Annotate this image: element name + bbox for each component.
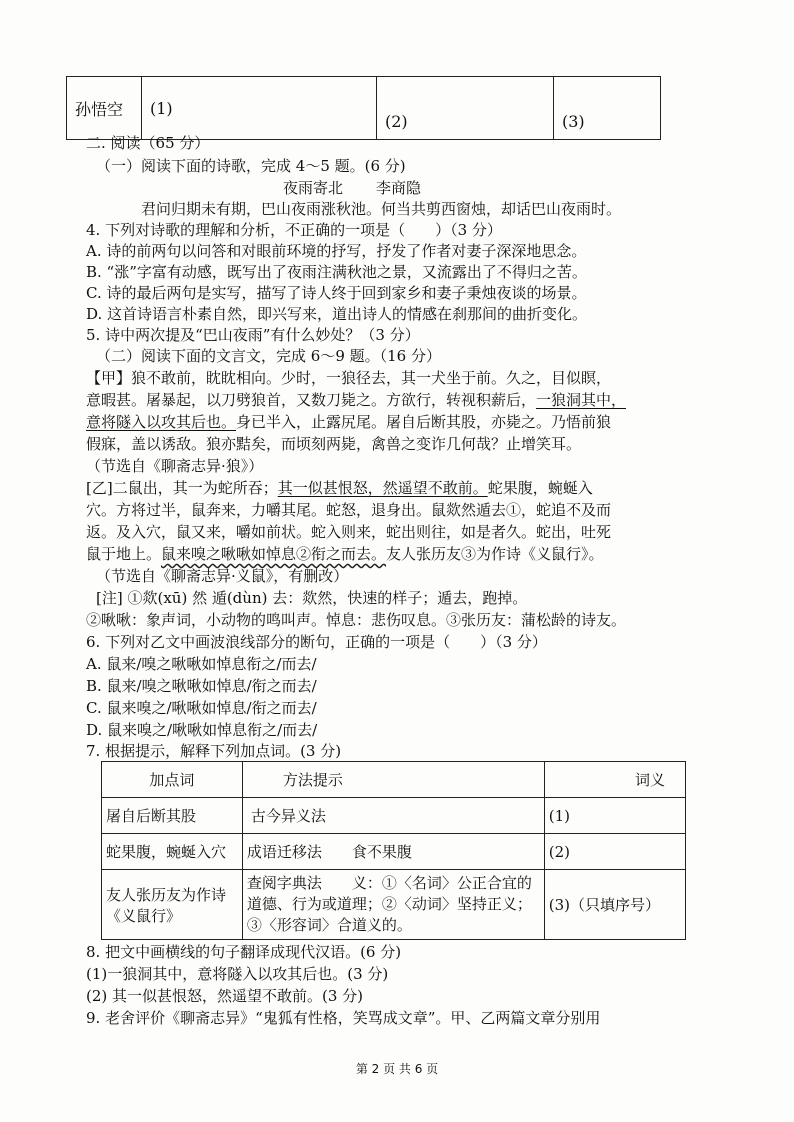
q6-option-c: C. 鼠来嗅之/啾啾如悼息/衔之而去/ [86,699,317,717]
section-heading: 二. 阅读（65 分） [86,134,210,152]
passage-jia-line-4: 假寐，盖以诱敌。狼亦黠矣，而顷刻两毙，禽兽之变诈几何哉？止增笑耳。 [86,435,582,453]
yi-line-1-text: [乙]二鼠出，其一为蛇所吞； [86,479,278,497]
q4-option-c: C. 诗的最后两句是实写，描写了诗人终于回到家乡和妻子秉烛夜谈的场景。 [86,284,587,302]
question-5: 5. 诗中两次提及“巴山夜雨”有什么妙处？（3 分） [86,326,420,344]
passage-jia-line-3 [86,412,611,432]
annotation-line-2: ②啾啾：象声词，小动物的鸣叫声。悼息：悲伤叹息。③张历友：蒲松龄的诗友。 [86,611,627,629]
table-row-1-hint: 古今异义法 [242,798,544,834]
poem-title: 夜雨寄北 [283,179,344,197]
jia-line-3-text: 身已半入，止露尻尾。屠自后断其股，亦毙之。乃悟前狼 [236,413,612,431]
page-footer: 第 2 页 共 6 页 [355,1062,439,1076]
table-row-1-word: 屠自后断其股 [102,798,243,834]
question-8-part-1: (1)一狼洞其中，意将隧入以攻其后也。(3 分) [86,965,389,983]
table-row-3-answer: (3)（只填序号） [544,870,685,940]
q6-option-b: B. 鼠来/嗅之啾啾如悼息/衔之而去/ [86,677,317,695]
question-7: 7. 根据提示，解释下列加点词。(3 分) [86,742,342,760]
yi-line-4-end: 友人张历友③为作诗《义鼠行》。 [386,545,604,563]
q4-option-d: D. 这首诗语言朴素自然，即兴写来，道出诗人的情感在刹那间的曲折变化。 [86,305,588,323]
q6-option-a: A. 鼠来/嗅之啾啾如悼息衔之/而去/ [86,655,317,673]
passage-yi-line-4 [86,544,604,564]
passage-yi-line-1 [86,478,593,498]
yi-line-1-end: 蛇果腹，蜿蜒入 [487,479,593,497]
underlined-sentence-1b: 意将隧入以攻其后也。 [86,413,237,431]
table-row-3-hint [242,870,544,940]
underlined-sentence-1a: 一狼洞其中， [536,391,627,409]
table-row-2-answer: (2) [544,834,685,870]
question-9: 9. 老舍评价《聊斋志异》“鬼狐有性格，笑骂成文章”。甲、乙两篇文章分别用 [86,1009,601,1027]
yi-line-4-text: 鼠于地上。 [86,545,162,563]
question-8: 8. 把文中画横线的句子翻译成现代汉语。(6 分) [86,943,402,961]
word-meaning-table [101,761,686,940]
question-4: 4. 下列对诗歌的理解和分析，不正确的一项是（ ）（3 分） [86,221,502,239]
row-3-hint-line-3: ③〈形容词〉合道义的。 [246,916,412,934]
table-cell-3: (3) [554,77,661,140]
row-3-word-line-2: 《义鼠行》 [106,906,182,925]
passage-jia-line-2 [86,390,626,410]
poem-author: 李商隐 [376,179,422,197]
table-row-2-hint: 成语迁移法 食不果腹 [242,834,544,870]
passage-yi-source: （节选自《聊斋志异·义鼠》，有删改） [96,567,349,585]
annotation-line-1: [注] ①欻(xū) 然 遁(dùn) 去：欻然，快速的样子；遁去，跑掉。 [96,589,528,607]
poem-text: 君问归期未有期，巴山夜雨涨秋池。何当共剪西窗烛，却话巴山夜雨时。 [141,200,622,218]
row-3-word-line-1: 友人张历友为作诗 [106,885,227,904]
question-6: 6. 下列对乙文中画波浪线部分的断句，正确的一项是（ ）（3 分） [86,633,547,651]
question-8-part-2: (2) 其一似甚恨怒，然遥望不敢前。(3 分) [86,987,364,1005]
passage-yi-line-2: 穴。方将过半，鼠奔来，力嚼其尾。蛇怒，退身出。鼠欻然遁去①，蛇追不及而 [86,501,612,519]
table-header-hint: 方法提示 [242,762,544,798]
jia-line-2-text: 意暇甚。屠暴起，以刀劈狼首，又数刀毙之。方欲行，转视积薪后， [86,391,537,409]
table-row-1-answer: (1) [544,798,685,834]
row-3-hint-line-1: 查阅字典法 义：①〈名词〉公正合宜的 [246,874,532,892]
q4-option-b: B. “涨”字富有动感，既写出了夜雨注满秋池之景，又流露出了不得归之苦。 [86,263,587,281]
table-cell-name: 孙悟空 [67,77,142,140]
table-row-3-word [102,870,243,940]
row-3-hint-line-2: 道德、行为或道理；②〈动词〉坚持正义； [246,895,532,913]
part2-intro: （二）阅读下面的文言文，完成 6～9 题。（16 分） [96,347,441,365]
part1-intro: （一）阅读下面的诗歌，完成 4～5 题。(6 分) [96,157,406,175]
wavy-underlined-sentence: 鼠来嗅之啾啾如悼息②衔之而去。 [161,545,387,563]
q4-option-a: A. 诗的前两句以问答和对眼前环境的抒写，抒发了作者对妻子深深地思念。 [86,242,587,260]
passage-yi-line-3: 返。及入穴，鼠又来，嚼如前状。蛇入则来，蛇出则往，如是者久。蛇出，吐死 [86,523,612,541]
table-cell-2: (2) [377,77,554,140]
passage-jia-line-1: 【甲】狼不敢前，眈眈相向。少时，一狼径去，其一犬坐于前。久之，目似瞑， [86,369,612,387]
table-row-2-word: 蛇果腹，蜿蜒入穴 [102,834,243,870]
q6-option-d: D. 鼠来嗅之/啾啾如悼息衔之/而去/ [86,721,318,739]
passage-jia-source: （节选自《聊斋志异·狼》） [86,457,264,475]
table-cell-1: (1) [142,77,377,140]
table-header-meaning: 词义 [544,762,685,798]
table-header-word: 加点词 [102,762,243,798]
underlined-sentence-2: 其一似甚恨怒，然遥望不敢前。 [277,479,488,497]
answer-table-top [66,76,661,140]
